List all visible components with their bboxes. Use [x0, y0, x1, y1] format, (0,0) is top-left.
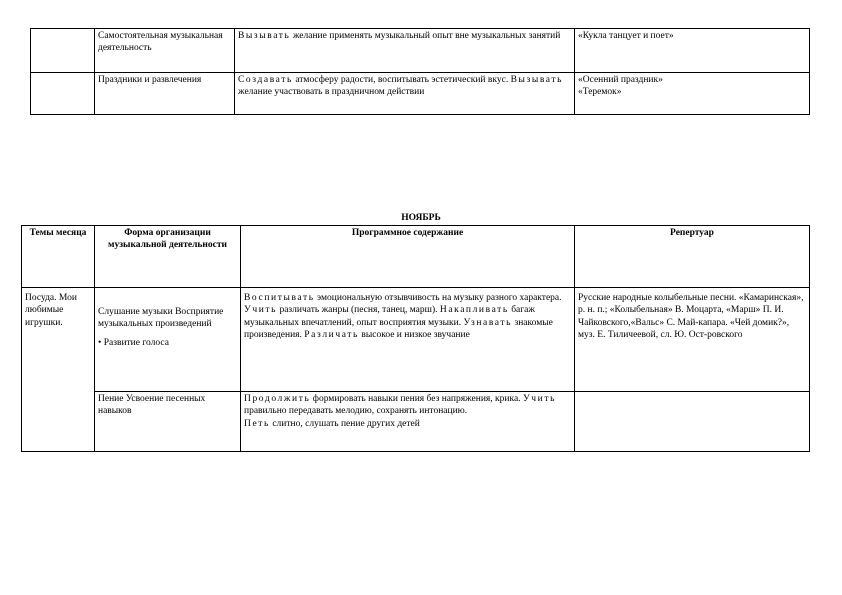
- table-row: [22, 392, 810, 452]
- content-text: различать жанры (песня, танец, марш).: [277, 305, 440, 316]
- content-cell: [241, 288, 575, 392]
- content-cell: [235, 29, 575, 73]
- repertoire-item: «Теремок»: [578, 87, 622, 98]
- header-row: [22, 226, 810, 288]
- content-text: формировать навыки пения без напряжения, крика.: [310, 394, 523, 404]
- table-row: [31, 29, 810, 73]
- content-cell: [241, 392, 575, 452]
- emphasis-verb: Учить: [522, 394, 557, 404]
- form-text: • Развитие голоса: [98, 337, 169, 348]
- repertoire-cell: [575, 29, 810, 73]
- emphasis-verb: Узнавать: [463, 317, 513, 328]
- emphasis-verb: Петь: [244, 418, 270, 429]
- header-repertoire: Репертуар: [575, 226, 810, 288]
- repertoire-item: «Кукла танцует и поет»: [578, 31, 674, 41]
- month-title: НОЯБРЬ: [401, 213, 441, 223]
- emphasis-verb: Вызывать: [238, 31, 291, 41]
- emphasis-verb: Различать: [304, 330, 359, 341]
- empty-cell: [31, 29, 95, 73]
- content-text: знакомые произведения.: [244, 317, 553, 341]
- content-text: атмосферу радости, воспитывать эстетический вкус.: [292, 75, 511, 85]
- top-table: [30, 28, 810, 115]
- content-text: багаж музыкальных впечатлений, опыт восприятия музыки.: [244, 305, 535, 328]
- repertoire-cell: Русские народные колыбельные песни. «Камаринская», р. н. п.; «Колыбельная» В. Моцарта, «Марш» П. И. Чайковского,«Вальс» С. Май-капара. «Чей домик?», муз. Е. Тиличеевой, сл. Ю. Ост-ровского: [575, 288, 810, 392]
- content-text: желание участвовать в праздничном действии: [238, 87, 425, 98]
- header-form: Форма организации музыкальной деятельности: [95, 226, 241, 288]
- table-row: [22, 288, 810, 392]
- content-text: высокое и низкое звучание: [359, 330, 470, 341]
- table-row: [31, 73, 810, 115]
- header-theme: Темы месяца: [22, 226, 95, 288]
- form-text: Слушание музыки Восприятие музыкальных произведений: [98, 307, 224, 330]
- emphasis-verb: Вызывать: [510, 75, 564, 85]
- emphasis-verb: Воспитывать: [244, 293, 315, 303]
- emphasis-verb: Накапливать: [439, 305, 509, 316]
- repertoire-item: «Осенний праздник»: [578, 75, 663, 85]
- main-table: [21, 225, 810, 452]
- repertoire-cell: [575, 392, 810, 452]
- content-text: правильно передавать мелодию, сохранять интонацию.: [244, 406, 468, 417]
- form-cell: Пение Усвоение песенных навыков: [95, 392, 241, 452]
- emphasis-verb: Учить: [244, 305, 278, 316]
- header-content: Программное содержание: [241, 226, 575, 288]
- content-cell: [235, 73, 575, 115]
- content-text: желание применять музыкальный опыт вне музыкальных занятий: [290, 31, 561, 41]
- empty-cell: [31, 73, 95, 115]
- form-cell: [95, 288, 241, 392]
- content-text: слитно, слушать пение других детей: [269, 418, 420, 429]
- repertoire-cell: [575, 73, 810, 115]
- form-cell: Самостоятельная музыкальная деятельность: [95, 29, 235, 73]
- emphasis-verb: Продолжить: [244, 394, 311, 404]
- theme-cell: Посуда. Мои любимые игрушки.: [22, 288, 95, 452]
- form-cell: Праздники и развлечения: [95, 73, 235, 115]
- emphasis-verb: Создавать: [238, 75, 293, 85]
- content-text: эмоциональную отзывчивость на музыку разного характера.: [314, 293, 562, 303]
